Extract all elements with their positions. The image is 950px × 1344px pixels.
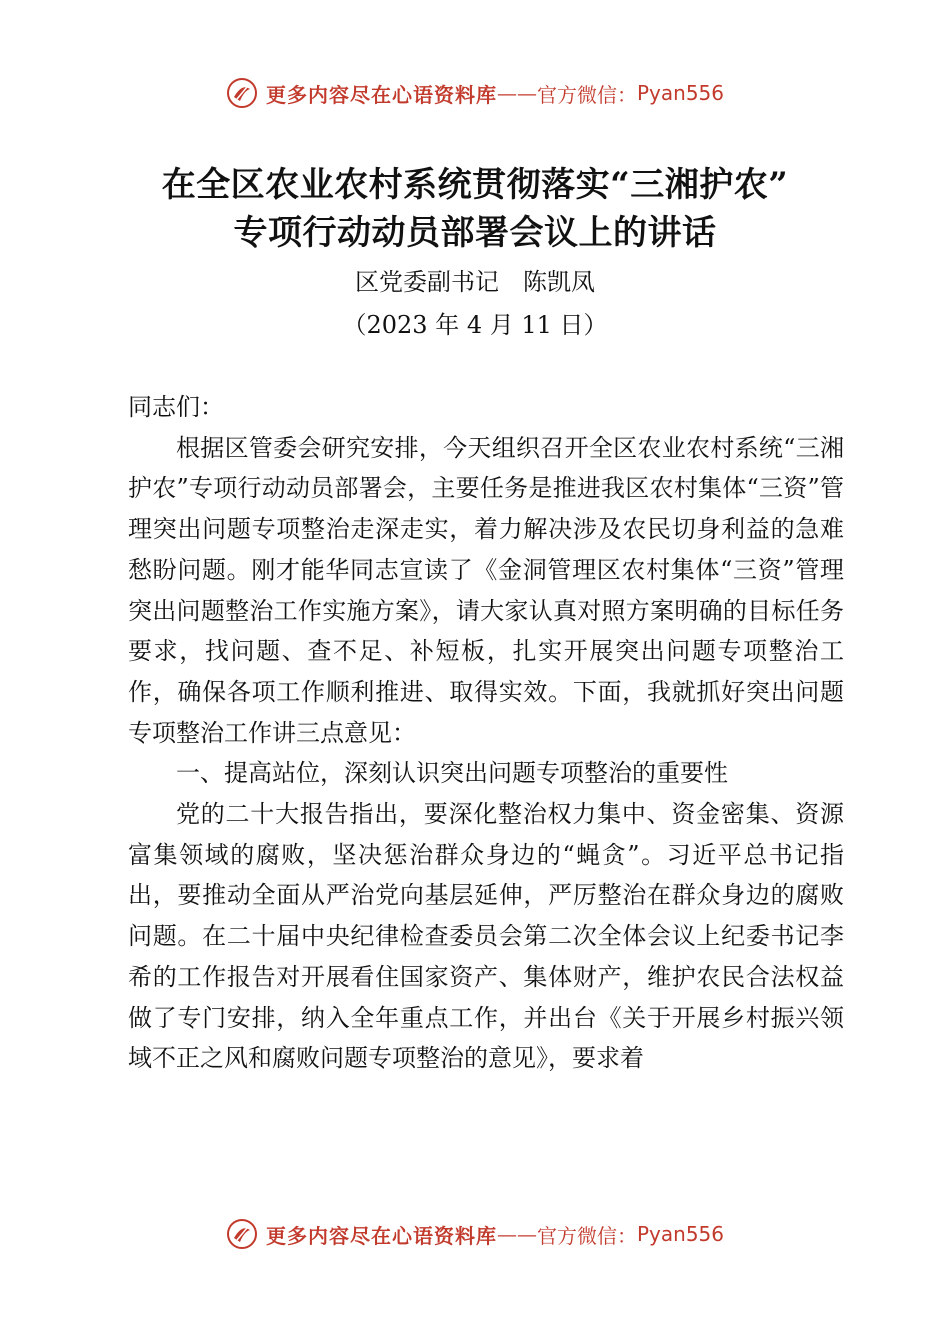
document-date: （2023 年 4 月 11 日） <box>342 311 608 339</box>
watermark-main-text: 更多内容尽在心语资料库 <box>265 82 497 107</box>
watermark-dash: —— <box>496 81 537 105</box>
document-body <box>128 387 844 1079</box>
library-logo-icon <box>226 77 258 109</box>
watermark-wechat-id: Pyan556 <box>636 81 724 105</box>
library-logo-icon <box>226 1218 258 1250</box>
paragraph-section-1: 党的二十大报告指出，要深化整治权力集中、资金密集、资源富集领域的腐败，坚决惩治群众身边的“蝇贪”。习近平总书记指出，要推动全面从严治党向基层延伸，严厉整治在群众身边的腐败问题。在二十届中央纪律检查委员会第二次全体会议上纪委书记李希的工作报告对开展看住国家资产、集体财产，维护农民合法权益做了专门安排，纳入全年重点工作，并出台《关于开展乡村振兴领域不正之风和腐败问题专项整治的意见》，要求着 <box>128 800 844 1073</box>
document-author: 区党委副书记 陈凯凤 <box>355 268 595 296</box>
watermark-label: 官方微信： <box>536 82 637 107</box>
paragraph-intro: 根据区管委会研究安排，今天组织召开全区农业农村系统“三湘护农”专项行动动员部署会，主要任务是推进我区农村集体“三资”管理突出问题专项整治走深走实，着力解决涉及农民切身利益的急难愁盼问题。刚才能华同志宣读了《金洞管理区农村集体“三资”管理突出问题整治工作实施方案》，请大家认真对照方案明确的目标任务要求，找问题、查不足、补短板，扎实开展突出问题专项整治工作，确保各项工作顺利推进、取得实效。下面，我就抓好突出问题专项整治工作讲三点意见： <box>128 433 844 747</box>
salutation: 同志们： <box>128 393 224 421</box>
watermark-dash: —— <box>496 1222 537 1246</box>
section-heading: 一、提高站位，深刻认识突出问题专项整治的重要性 <box>176 759 728 788</box>
document-title-line2: 专项行动动员部署会议上的讲话 <box>233 213 717 253</box>
watermark-banner-top <box>0 71 950 115</box>
watermark-banner-bottom <box>0 1212 950 1256</box>
watermark-main-text: 更多内容尽在心语资料库 <box>265 1223 497 1248</box>
document-title-line1: 在全区农业农村系统贯彻落实“三湘护农” <box>161 165 789 205</box>
watermark-label: 官方微信： <box>536 1223 637 1248</box>
watermark-wechat-id: Pyan556 <box>636 1222 724 1246</box>
